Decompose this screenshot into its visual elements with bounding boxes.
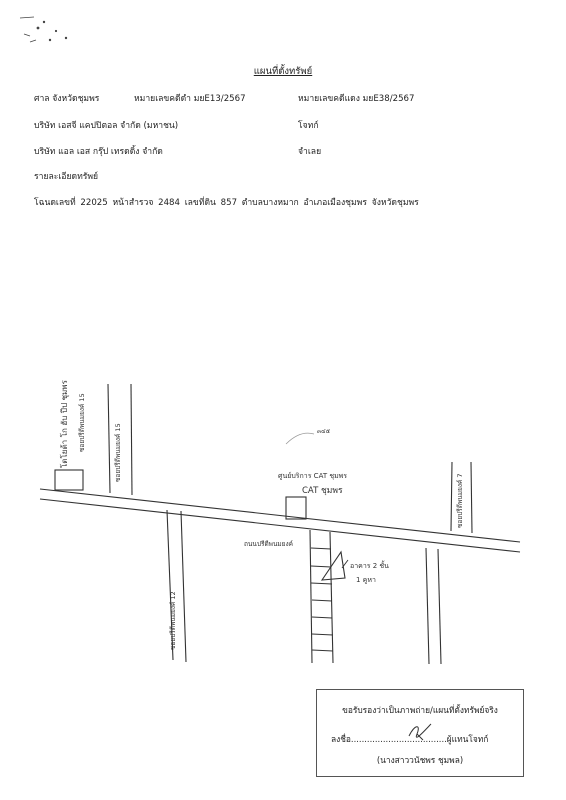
- svg-text:๓๔๕: ๓๔๕: [317, 428, 331, 435]
- certification-box: [316, 689, 524, 777]
- red-case-number: หมายเลขคดีแดง มยE38/2567: [298, 94, 415, 104]
- cat-landmark-box: [286, 497, 306, 519]
- property-strip: [310, 530, 333, 663]
- label-cat-center: ศูนย์บริการ CAT ชุมพร: [278, 472, 348, 480]
- label-soi-15-upper: ซอยปรีดีพนมยงค์ 15: [78, 393, 86, 452]
- deed-details: โฉนดเลขที่ 22025 หน้าสำรวจ 2484 เลขที่ดิน 857 ตำบลบางหมาก อำเภอเมืองชุมพร จังหวัดชุมพร: [34, 198, 419, 208]
- label-soi-12: ซอยปรีดีพนมยงค์ 12: [169, 591, 177, 650]
- court-name: ศาล จังหวัดชุมพร: [34, 94, 100, 104]
- plaintiff-name: บริษัท เอสจี แคปปิตอล จำกัด (มหาชน): [34, 121, 179, 131]
- page-title: แผนที่ตั้งทรัพย์: [253, 66, 313, 77]
- defendant-role: จำเลย: [298, 147, 322, 157]
- black-case-number: หมายเลขคดีดำ มยE13/2567: [134, 94, 246, 104]
- label-cat: CAT ชุมพร: [302, 486, 343, 496]
- plaintiff-role: โจทก์: [298, 121, 319, 131]
- scan-smudges: [20, 17, 67, 42]
- signature-line: ลงชื่อ....................................ผู้แทนโจทก์: [331, 734, 489, 744]
- label-building-floors: อาคาร 2 ชั้น: [350, 562, 389, 570]
- label-soi-7: ซอยปรีดีพนมยงค์ 7: [456, 473, 464, 528]
- signer-printed-name: (นางสาววนัชพร ชุมพล): [376, 755, 464, 765]
- label-toyota: โตโยต้า โก ฮับ ปีป ชุมพร: [60, 380, 69, 468]
- label-soi-15: ซอยปรีดีพนมยงค์ 15: [114, 423, 122, 482]
- label-building-units: 1 คูหา: [356, 576, 376, 584]
- defendant-name: บริษัท แอล เอส กรุ๊ป เทรดดิ้ง จำกัด: [34, 147, 163, 157]
- label-road: ถนนปรีดีพนมยงค์: [244, 540, 294, 548]
- toyota-landmark-box: [55, 470, 83, 490]
- property-marker: [322, 552, 345, 580]
- property-details-label: รายละเอียดทรัพย์: [34, 172, 99, 182]
- certification-statement: ขอรับรองว่าเป็นภาพถ่าย/แผนที่ตั้งทรัพย์จริง: [342, 705, 498, 715]
- side-road-soi-7: [426, 462, 472, 664]
- handwritten-signature: [405, 720, 435, 744]
